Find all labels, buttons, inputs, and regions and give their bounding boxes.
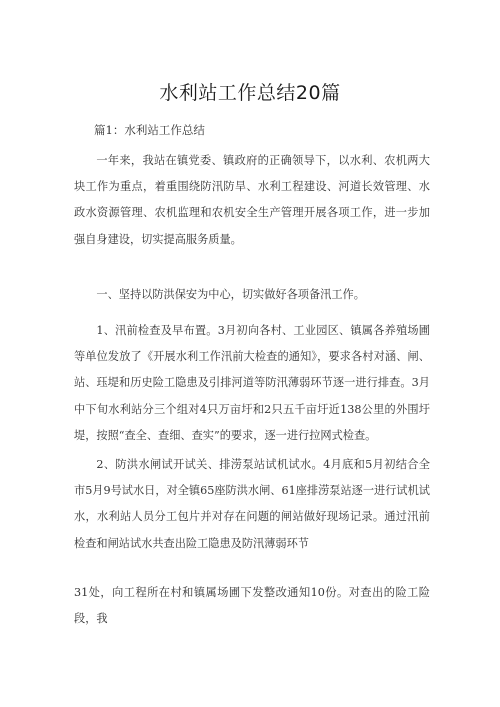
document-title: 水利站工作总结20篇 xyxy=(159,82,341,104)
paragraph-section-heading: 一、坚持以防洪保安为中心，切实做好各项备汛工作。 xyxy=(96,288,365,301)
paragraph-pre-flood-inspection: 1、汛前检查及早布置。3月初向各村、工业园区、镇属各养殖场圃等单位发放了《开展水利工作汛前大检查的通知》，要求各村对涵、闸、站、珏堤和历史险工隐患及引排河道等防汛薄弱环节逐一进行排查。3月中下旬水利站分三个组对4只万亩圩和2只五千亩圩近138公里的外围圩堤，按照“查全、查细、查实”的要求，逐一进行拉网式检查。 xyxy=(74,324,430,442)
paragraph-continuation: 31处，向工程所在村和镇属场圃下发整改通知10份。对查出的险工险段，我 xyxy=(74,586,430,626)
paragraph-sluice-pump-test: 2、防洪水闸试开试关、排涝泵站试机试水。4月底和5月初结合全市5月9号试水日，对全镇65座防洪水闸、61座排涝泵站逐一进行试机试水，水利站人员分工包片并对存在问题的闸站做好现场记录。通过汛前检查和闸站试水共查出险工隐患及防汛薄弱环节 xyxy=(74,458,430,550)
paragraph-intro: 一年来，我站在镇党委、镇政府的正确领导下，以水利、农机两大块工作为重点，着重围绕防汛防旱、水利工程建设、河道长效管理、水政水资源管理、农机监理和农机安全生产管理开展各项工作，进一步加强自身建设，切实提高服务质量。 xyxy=(74,154,430,246)
section-subtitle: 篇1：水利站工作总结 xyxy=(94,123,205,137)
